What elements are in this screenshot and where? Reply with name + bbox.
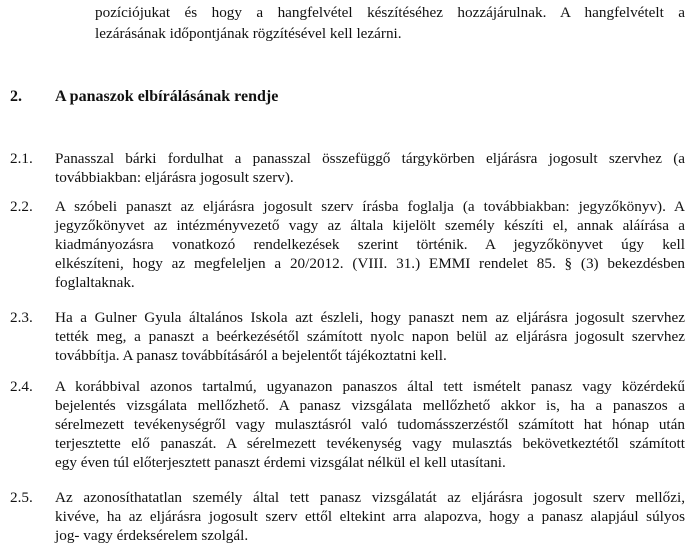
paragraph-line: bejelentés vizsgálata mellőzhető. A panasz vizsgálata mellőzhető akkor is, ha a panaszos a [55,397,685,414]
intro-line-1: pozíciójukat és hogy a hangfelvétel készítéséhez hozzájárulnak. A hangfelvételt a [95,4,685,21]
paragraph-number: 2.4. [10,378,33,395]
paragraph-number: 2.3. [10,309,33,326]
paragraph-line: továbbiakban: eljárásra jogosult szerv). [55,169,294,186]
paragraph-line: elkészíteni, hogy az megfeleljen a 20/2012. (VIII. 31.) EMMI rendelet 85. § (3) bekezdésben [55,255,685,272]
section-number: 2. [10,88,22,105]
paragraph-line: kivéve, ha az eljárásra jogosult szerv ettől eltekint arra alapozva, hogy a panasz alapjául súlyos [55,508,685,525]
paragraph-line: terjesztette elő panaszát. A sérelmezett tevékenység vagy mulasztás bekövetkeztétől számított [55,435,685,452]
paragraph-number: 2.2. [10,198,33,215]
paragraph-line: jegyzőkönyvet az intézményvezető vagy az általa kijelölt személy készíti el, annak aláírása a [55,217,685,234]
paragraph-line: kiadmányozásra vonatkozó rendelkezések szerint történik. A jegyzőkönyvet úgy kell [55,236,685,253]
paragraph-line: továbbítja. A panasz továbbításáról a bejelentőt tájékoztatni kell. [55,347,447,364]
paragraph-line: sérelmezett tevékenységről vagy mulasztásról való tudomásszerzéstől számított hat hónap után [55,416,685,433]
paragraph-number: 2.5. [10,489,33,506]
intro-line-2: lezárásának időpontjának rögzítésével kell lezárni. [95,25,402,42]
section-title: A panaszok elbírálásának rendje [55,88,279,105]
paragraph-number: 2.1. [10,150,33,167]
paragraph-line: Az azonosíthatatlan személy által tett panasz vizsgálatát az eljárásra jogosult szerv mellőzi, [55,489,685,506]
paragraph-line: foglaltaknak. [55,274,135,291]
paragraph-line: Ha a Gulner Gyula általános Iskola azt észleli, hogy panaszt nem az eljárásra jogosult szervhez [55,309,685,326]
paragraph-line: Panasszal bárki fordulhat a panasszal összefüggő tárgykörben eljárásra jogosult szervhez (a [55,150,685,167]
paragraph-line: A szóbeli panaszt az eljárásra jogosult szerv írásba foglalja (a továbbiakban: jegyzőkönyv). A [55,198,685,215]
paragraph-line: egy éven túl előterjesztett panaszt érdemi vizsgálat nélkül el kell utasítani. [55,454,506,471]
paragraph-line: jog- vagy érdeksérelem szolgál. [55,527,249,544]
paragraph-line: tették meg, a panaszt a beérkezésétől számított nyolc napon belül az eljárásra jogosult szervhez [55,328,685,345]
paragraph-line: A korábbival azonos tartalmú, ugyanazon panaszos által tett ismételt panasz vagy közérdekű [55,378,685,395]
